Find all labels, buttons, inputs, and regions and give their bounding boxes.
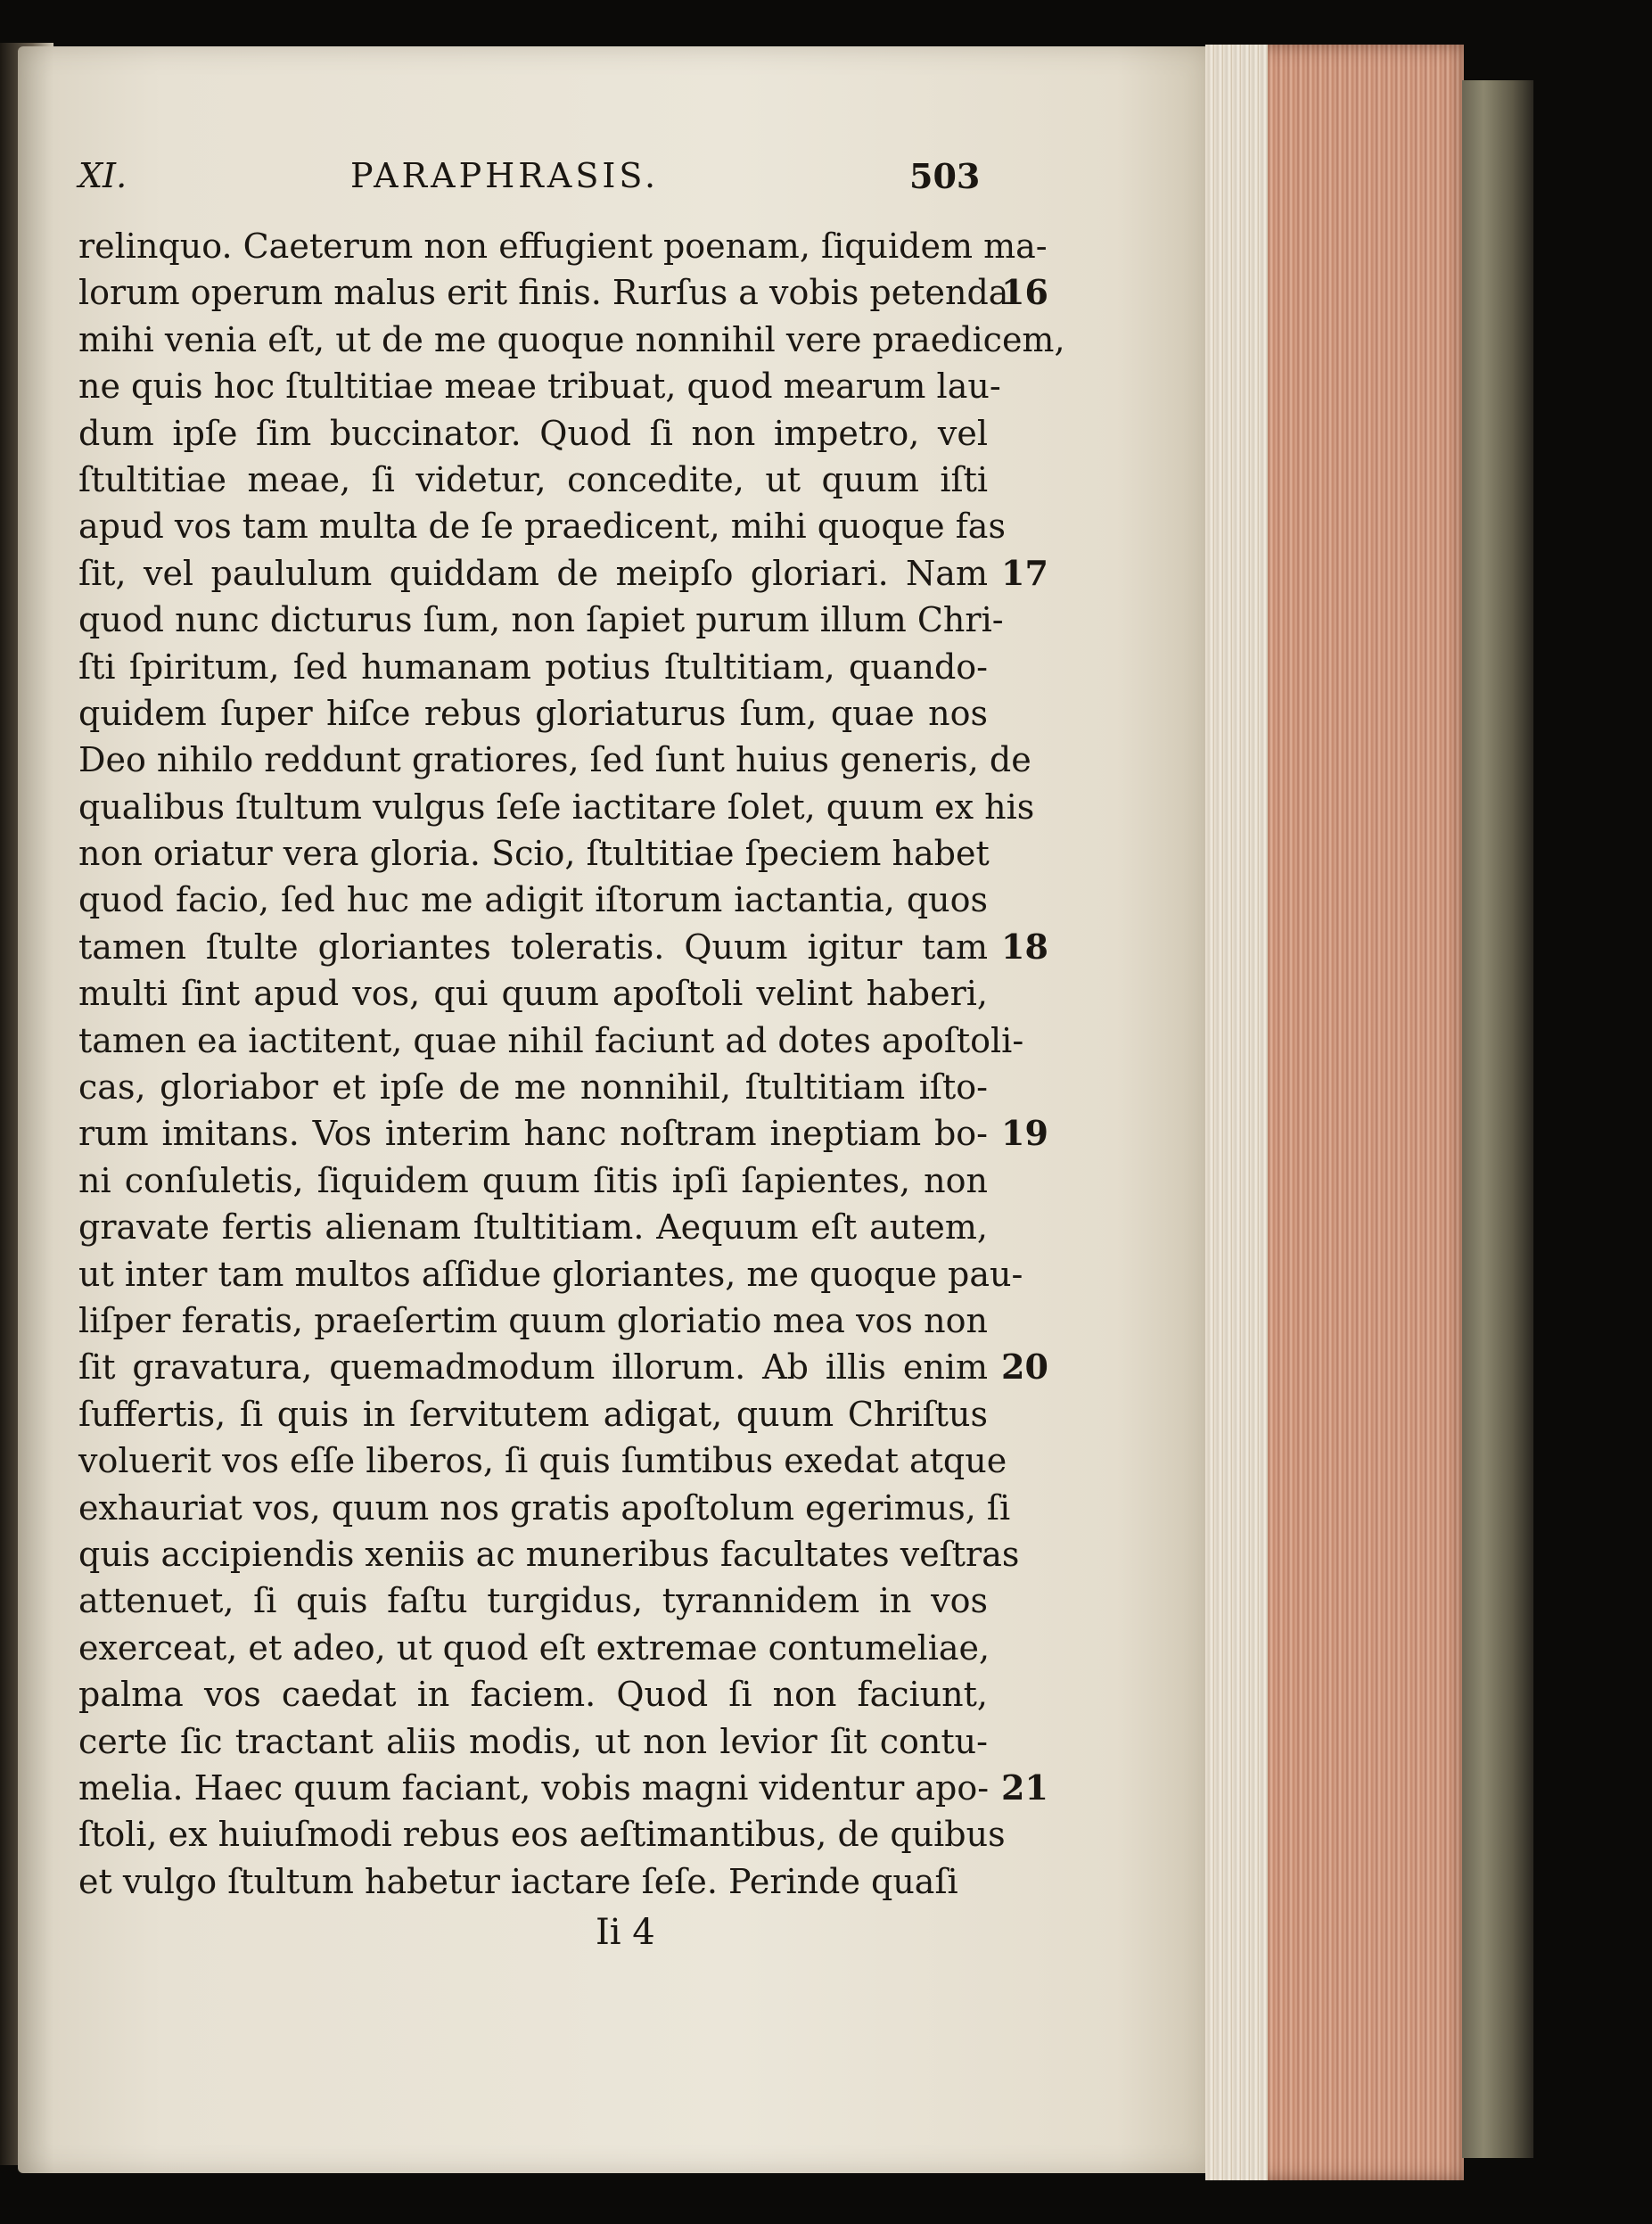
line-text: qualibus ſtultum vulgus ſeſe iactitare ſolet, quum ex his xyxy=(78,787,1035,827)
text-line xyxy=(78,690,1059,737)
verse-number: 17 xyxy=(1001,552,1048,593)
text-line xyxy=(78,550,1059,597)
running-head xyxy=(78,156,1059,210)
body-text xyxy=(78,223,1065,1905)
text-line xyxy=(78,970,1059,1017)
text-line xyxy=(78,1531,1059,1577)
line-text: liſper feratis, praeſertim quum gloriatio mea vos non xyxy=(78,1300,988,1340)
text-line xyxy=(78,877,1059,923)
line-text: melia. Haec quum faciant, vobis magni videntur apo- xyxy=(78,1767,990,1808)
line-text: tamen ea iactitent, quae nihil faciunt ad dotes apoſtoli- xyxy=(78,1020,1024,1060)
line-text: gravate fertis alienam ſtultitiam. Aequum eſt autem, xyxy=(78,1207,988,1248)
verse-number: 18 xyxy=(1001,926,1048,967)
line-text: ni conſuletis, ſiquidem quum ſitis ipſi ſapientes, non xyxy=(78,1160,988,1200)
line-text: quidem ſuper hiſce rebus gloriaturus ſum, quae nos xyxy=(78,693,988,733)
line-text: multi ſint apud vos, qui quum apoſtoli velint haberi, xyxy=(78,974,988,1014)
page-edge-highlight xyxy=(1205,45,1268,2180)
text-line xyxy=(78,1251,1059,1297)
verse-number: 21 xyxy=(1001,1767,1048,1808)
line-text: palma vos caedat in faciem. Quod ſi non faciunt, xyxy=(78,1675,988,1715)
text-line xyxy=(78,1485,1059,1531)
line-text: Deo nihilo reddunt gratiores, ſed ſunt huius generis, de xyxy=(78,740,1031,780)
text-line xyxy=(78,1157,1059,1204)
text-line xyxy=(78,1718,1059,1765)
text-line xyxy=(78,1110,1059,1157)
text-line xyxy=(78,830,1059,877)
line-text: ne quis hoc ſtultitiae meae tribuat, quod mearum lau- xyxy=(78,367,1001,407)
line-text: et vulgo ſtultum habetur iactare ſeſe. Perinde quaſi xyxy=(78,1861,958,1901)
line-text: exerceat, et adeo, ut quod eſt extremae contumeliae, xyxy=(78,1627,990,1668)
page-number: 503 xyxy=(909,156,981,196)
line-text: ſtultitiae meae, ſi videtur, concedite, ut quum iſti xyxy=(78,459,988,499)
line-text: ut inter tam multos aſſidue gloriantes, me quoque pau- xyxy=(78,1254,1023,1294)
text-line xyxy=(78,1858,1059,1905)
text-line xyxy=(78,1204,1059,1250)
line-text: dum ipſe ſim buccinator. Quod ſi non impetro, vel xyxy=(78,413,988,453)
line-text: certe ſic tractant aliis modis, ut non levior ſit contu- xyxy=(78,1721,988,1761)
text-line xyxy=(78,457,1059,503)
line-text: tamen ſtulte gloriantes toleratis. Quum igitur tam xyxy=(78,927,988,967)
line-text: voluerit vos eſſe liberos, ſi quis ſumtibus exedat atque xyxy=(78,1441,1007,1481)
text-line xyxy=(78,597,1059,643)
text-line xyxy=(78,223,1059,269)
text-line xyxy=(78,1577,1059,1624)
text-line xyxy=(78,1765,1059,1811)
text-line xyxy=(78,1064,1059,1110)
text-line xyxy=(78,1297,1059,1344)
chapter-label: XI. xyxy=(78,156,127,195)
text-line xyxy=(78,784,1059,830)
back-cover-board xyxy=(1462,80,1533,2158)
line-text: ſit, vel paululum quiddam de meipſo gloriari. Nam xyxy=(78,553,988,593)
text-line xyxy=(78,269,1059,316)
line-text: cas, gloriabor et ipſe de me nonnihil, ſtultitiam iſto- xyxy=(78,1067,988,1108)
verse-number: 19 xyxy=(1001,1113,1048,1154)
running-title: PARAPHRASIS. xyxy=(350,156,660,195)
text-line xyxy=(78,363,1059,409)
text-line xyxy=(78,410,1059,457)
line-text: exhauriat vos, quum nos gratis apoſtolum egerimus, ſi xyxy=(78,1487,1011,1528)
line-text: apud vos tam multa de ſe praedicent, mihi quoque fas xyxy=(78,507,1006,547)
text-line xyxy=(78,503,1059,549)
page-text xyxy=(78,156,1065,1962)
line-text: quod facio, ſed huc me adigit iſtorum iactantia, quos xyxy=(78,880,988,920)
signature-mark: Ii 4 xyxy=(596,1912,655,1954)
line-text: quod nunc dicturus ſum, non ſapiet purum illum Chri- xyxy=(78,600,1004,640)
line-text: ſit gravatura, quemadmodum illorum. Ab illis enim xyxy=(78,1347,988,1388)
line-text: relinquo. Caeterum non effugient poenam, ſiquidem ma- xyxy=(78,227,1048,266)
text-line xyxy=(78,924,1059,970)
text-line xyxy=(78,737,1059,783)
text-line xyxy=(78,1811,1059,1857)
text-line xyxy=(78,1017,1059,1064)
text-line xyxy=(78,644,1059,690)
line-text: lorum operum malus erit finis. Rurſus a vobis petenda xyxy=(78,273,1009,313)
page-fore-edge xyxy=(1205,45,1464,2180)
line-text: ſuffertis, ſi quis in ſervitutem adigat, quum Chriſtus xyxy=(78,1394,988,1434)
text-line xyxy=(78,1671,1059,1717)
verse-number: 16 xyxy=(1001,272,1048,313)
text-line xyxy=(78,317,1065,363)
line-text: quis accipiendis xeniis ac muneribus facultates veſtras xyxy=(78,1534,1020,1574)
line-text: ſti ſpiritum, ſed humanam potius ſtultitiam, quando- xyxy=(78,647,988,687)
text-line xyxy=(78,1344,1059,1390)
line-text: attenuet, ſi quis faſtu turgidus, tyrannidem in vos xyxy=(78,1581,988,1621)
text-line xyxy=(78,1437,1059,1484)
text-line xyxy=(78,1391,1059,1437)
line-text: rum imitans. Vos interim hanc noſtram ineptiam bo- xyxy=(78,1114,988,1154)
line-text: ſtoli, ex huiuſmodi rebus eos aeſtimantibus, de quibus xyxy=(78,1815,1006,1855)
text-line xyxy=(78,1625,1059,1671)
line-text: mihi venia eſt, ut de me quoque nonnihil vere praedicem, xyxy=(78,319,1065,359)
line-text: non oriatur vera gloria. Scio, ſtultitiae ſpeciem habet xyxy=(78,834,990,874)
verse-number: 20 xyxy=(1001,1347,1048,1388)
